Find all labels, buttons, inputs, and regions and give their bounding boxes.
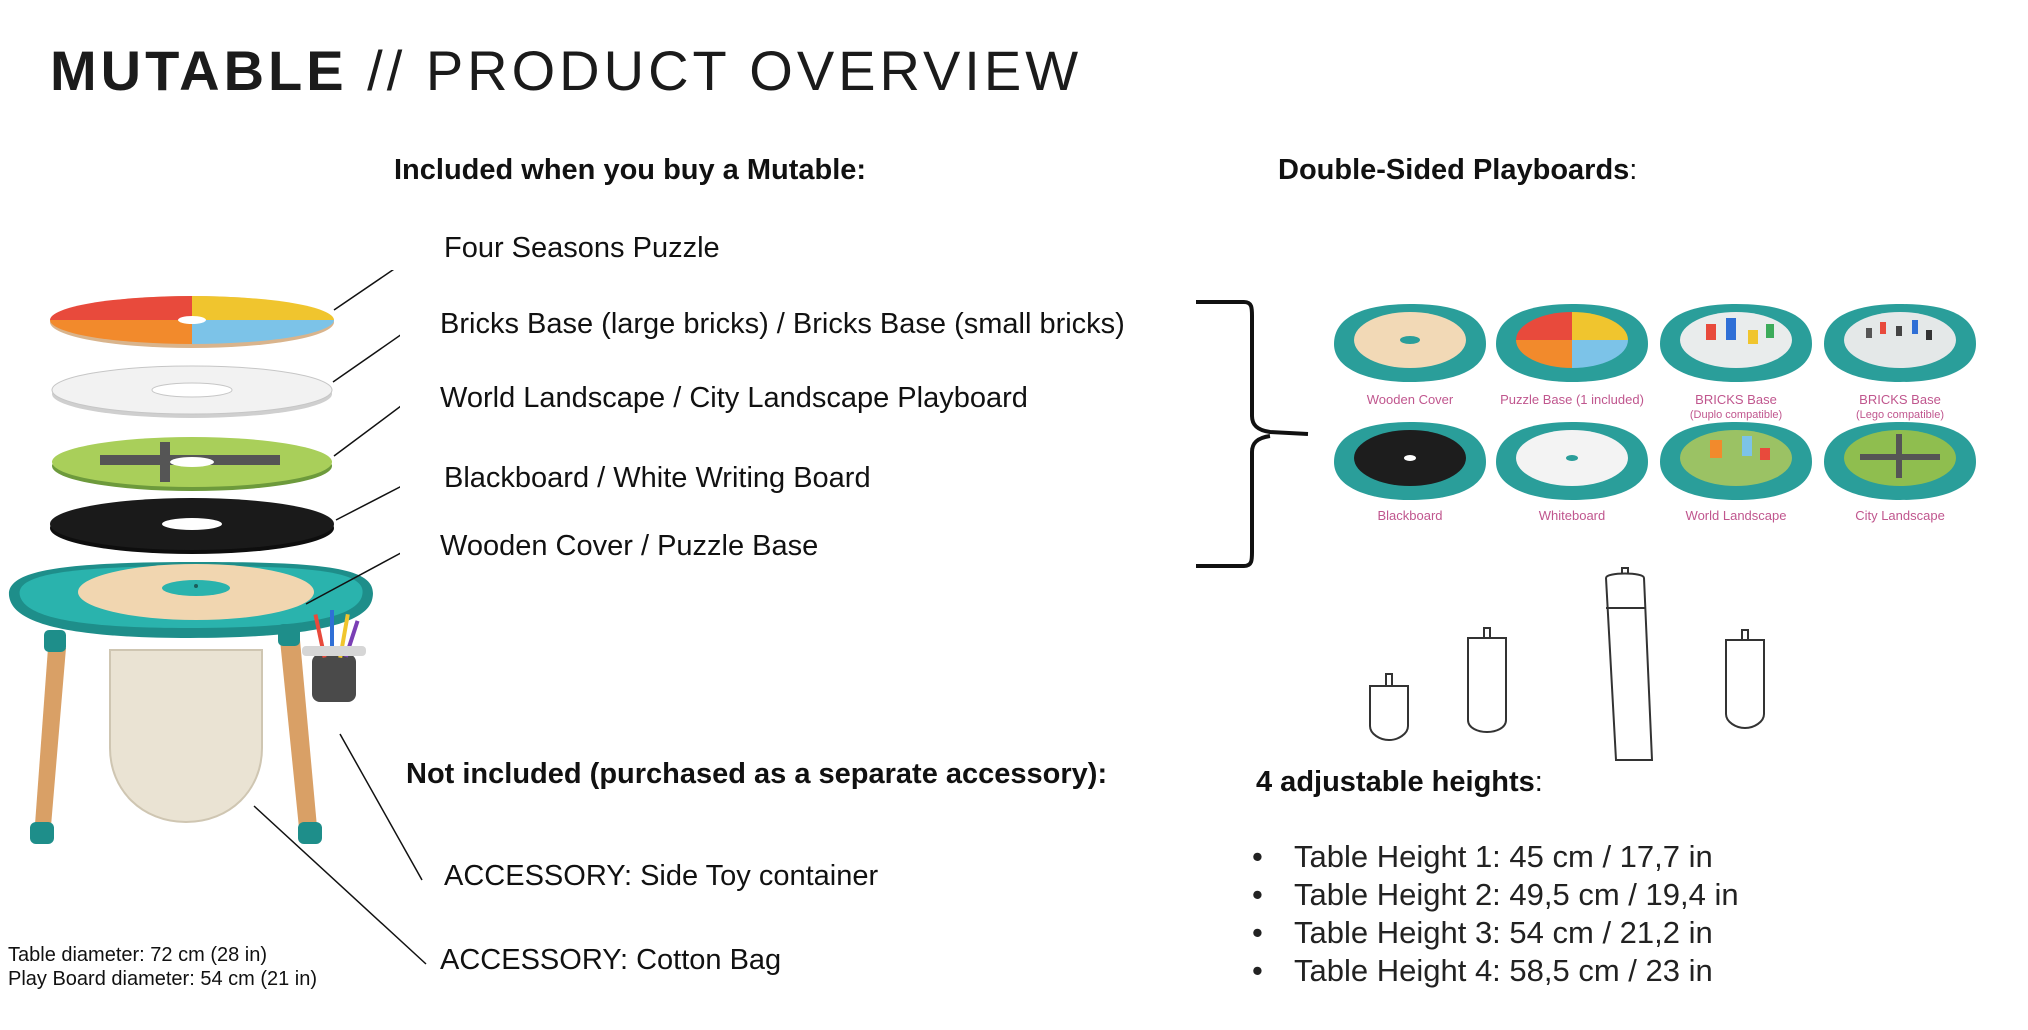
table-diameter-note: Table diameter: 72 cm (28 in) [8, 944, 268, 966]
leg-heights-illustration [1360, 560, 1780, 770]
svg-text:Puzzle Base (1 included): Puzzle Base (1 included) [1500, 392, 1644, 407]
not-included-heading: Not included (purchased as a separate accessory): [406, 758, 1108, 790]
svg-text:(Lego compatible): (Lego compatible) [1855, 409, 1945, 421]
playboard-card [1334, 304, 1486, 407]
svg-text:BRICKS Base: BRICKS Base [1859, 392, 1941, 407]
leg-height-2 [1468, 628, 1506, 732]
four-seasons-puzzle-disc [50, 296, 334, 348]
playboard-card [1824, 422, 1976, 523]
included-item-blackboard: Blackboard / White Writing Board [444, 462, 871, 494]
playboards-heading: Double-Sided Playboards: [1278, 154, 1638, 186]
landscape-playboard-disc [52, 437, 332, 491]
included-heading: Included when you buy a Mutable: [394, 154, 867, 186]
height-item: • Table Height 3: 54 cm / 21,2 in [1252, 915, 1713, 950]
page-title: MUTABLE // PRODUCT OVERVIEW [50, 39, 1083, 102]
svg-text:World Landscape: World Landscape [1685, 508, 1787, 523]
leg-height-1 [1370, 674, 1408, 740]
bricks-base-disc [52, 366, 332, 418]
playboard-card [1660, 422, 1812, 523]
svg-text:City Landscape: City Landscape [1855, 508, 1945, 523]
included-item-puzzle: Four Seasons Puzzle [444, 232, 720, 264]
included-item-bricks: Bricks Base (large bricks) / Bricks Base (small bricks) [440, 308, 1125, 340]
playboard-card [1660, 304, 1812, 421]
leg-height-3 [1606, 568, 1652, 760]
leg-height-4 [1726, 630, 1764, 728]
curly-brace [1190, 298, 1310, 578]
playboards-grid [1320, 296, 1980, 526]
accessory-leader-lines [240, 700, 440, 970]
svg-text:Whiteboard: Whiteboard [1538, 508, 1606, 523]
svg-text:Blackboard: Blackboard [1377, 508, 1443, 523]
playboard-card [1824, 304, 1976, 421]
heights-list [1252, 838, 1739, 990]
svg-text:Wooden Cover: Wooden Cover [1366, 392, 1454, 407]
board-diameter-note: Play Board diameter: 54 cm (21 in) [8, 968, 318, 990]
included-item-landscape: World Landscape / City Landscape Playboard [440, 382, 1028, 414]
blackboard-disc [50, 498, 334, 554]
playboard-card [1334, 422, 1486, 523]
svg-text:BRICKS Base: BRICKS Base [1695, 392, 1777, 407]
accessory-toy-container: ACCESSORY: Side Toy container [444, 860, 879, 892]
height-item: • Table Height 4: 58,5 cm / 23 in [1252, 953, 1713, 988]
height-item: • Table Height 1: 45 cm / 17,7 in [1252, 839, 1713, 874]
height-item: • Table Height 2: 49,5 cm / 19,4 in [1252, 877, 1739, 912]
accessory-cotton-bag: ACCESSORY: Cotton Bag [440, 944, 782, 976]
playboard-card [1496, 304, 1648, 407]
svg-text:(Duplo compatible): (Duplo compatible) [1689, 409, 1783, 421]
heights-heading: 4 adjustable heights: [1256, 766, 1543, 798]
playboard-card [1496, 422, 1648, 523]
included-item-wooden-cover: Wooden Cover / Puzzle Base [440, 530, 819, 562]
